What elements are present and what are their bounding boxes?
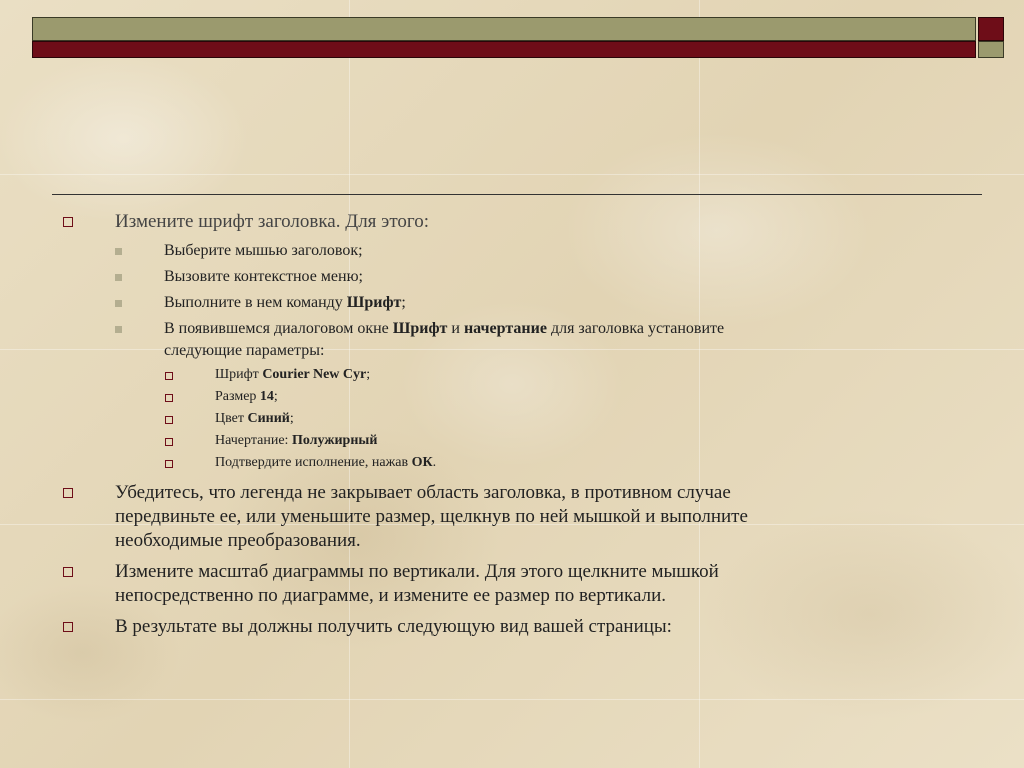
item-text-bold: Шрифт xyxy=(346,294,402,311)
item-text-pre: Цвет xyxy=(215,411,248,426)
item-text-pre: Выполните в нем команду xyxy=(164,294,347,311)
item-text-line1: Убедитесь, что легенда не закрывает область заголовка, в противном случае xyxy=(115,482,731,503)
sub-sub-list-item xyxy=(215,409,815,429)
item-text-mid: и xyxy=(447,320,464,337)
item-text-bold: ОК xyxy=(411,455,433,470)
item-text: В результате вы должны получить следующую вид вашей страницы: xyxy=(115,616,672,637)
item-text-post: ; xyxy=(401,294,406,311)
item-text-line2: следующие параметры: xyxy=(164,342,325,359)
item-text-bold: Шрифт xyxy=(392,320,448,337)
item-text-bold: начертание xyxy=(463,320,547,337)
item-text: Вызовите контекстное меню; xyxy=(164,268,363,285)
square-bullet-icon xyxy=(63,488,73,498)
square-bullet-icon xyxy=(115,326,122,333)
square-bullet-icon xyxy=(63,622,73,632)
header-maroon-square xyxy=(978,17,1004,41)
texture-seam xyxy=(0,699,1024,700)
item-text-post: ; xyxy=(366,367,371,382)
item-text-post: . xyxy=(432,455,437,470)
sub-sub-list-item xyxy=(215,387,815,407)
sub-sub-list-item xyxy=(215,431,815,451)
texture-seam xyxy=(0,174,1024,175)
item-text: Измените шрифт заголовка. Для этого: xyxy=(115,211,429,232)
sub-sub-list-item xyxy=(215,365,815,385)
square-bullet-icon xyxy=(63,567,73,577)
list-item xyxy=(115,560,895,608)
item-text-pre: Подтвердите исполнение, нажав xyxy=(215,455,412,470)
list-item xyxy=(115,210,895,234)
square-bullet-icon xyxy=(165,394,173,402)
square-bullet-icon xyxy=(115,248,122,255)
item-text-line2: непосредственно по диаграмме, и измените ее размер по вертикали. xyxy=(115,585,666,606)
square-bullet-icon xyxy=(165,438,173,446)
item-text-post: ; xyxy=(273,389,278,404)
square-bullet-icon xyxy=(165,460,173,468)
item-text: Выберите мышью заголовок; xyxy=(164,242,363,259)
sub-list-item xyxy=(164,266,884,288)
item-text-line2: передвиньте ее, или уменьшите размер, щелкнув по ней мышкой и выполните xyxy=(115,506,748,527)
item-text-bold: 14 xyxy=(259,389,274,404)
list-item xyxy=(115,481,895,553)
item-text-post: ; xyxy=(289,411,294,426)
title-divider xyxy=(52,194,982,195)
sub-sub-list-item xyxy=(215,453,815,473)
item-text-bold: Courier New Cyr xyxy=(262,367,367,382)
item-text-pre: В появившемся диалоговом окне xyxy=(164,320,393,337)
sub-list-item xyxy=(164,292,884,314)
sub-list-item xyxy=(164,240,884,262)
square-bullet-icon xyxy=(165,416,173,424)
square-bullet-icon xyxy=(115,300,122,307)
list-item xyxy=(115,615,895,639)
item-text-pre: Шрифт xyxy=(215,367,263,382)
square-bullet-icon xyxy=(165,372,173,380)
item-text-pre: Начертание: xyxy=(215,433,292,448)
header-maroon-bar xyxy=(32,41,976,58)
header-olive-square xyxy=(978,41,1004,58)
item-text-line3: необходимые преобразования. xyxy=(115,530,361,551)
item-text-bold: Полужирный xyxy=(291,433,378,448)
sub-list-item xyxy=(164,318,884,362)
header-olive-bar xyxy=(32,17,976,41)
square-bullet-icon xyxy=(63,217,73,227)
square-bullet-icon xyxy=(115,274,122,281)
item-text-pre: Размер xyxy=(215,389,260,404)
item-text-bold: Синий xyxy=(247,411,290,426)
item-text-line1: Измените масштаб диаграммы по вертикали. Для этого щелкните мышкой xyxy=(115,561,719,582)
item-text-post: для заголовка установите xyxy=(546,320,725,337)
